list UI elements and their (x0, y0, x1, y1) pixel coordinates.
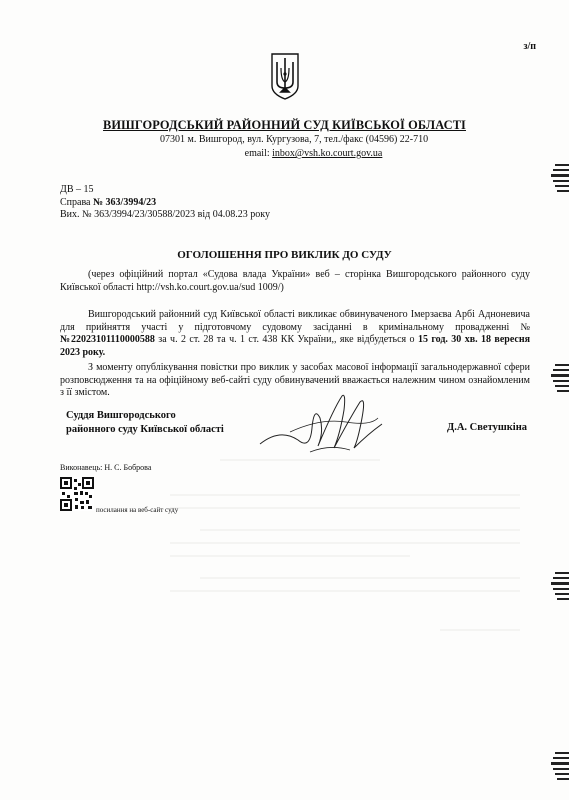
corner-mark: з/п (523, 41, 536, 52)
judge-name: Д.А. Светушкіна (447, 422, 527, 433)
qr-code-icon[interactable] (60, 477, 94, 511)
judge-title (66, 409, 224, 437)
scan-mark (551, 160, 569, 200)
court-address: 07301 м. Вишгород, вул. Кургузова, 7, тел./факс (04596) 22-710 (160, 134, 429, 145)
case-number: № 363/3994/23 (93, 196, 157, 208)
judge-title-line2: районного суду Київської області (66, 424, 224, 435)
judge-title-line1: Суддя Вишгородського (66, 410, 176, 421)
document-references (60, 184, 270, 222)
executor-line: Виконавець: Н. С. Боброва (60, 463, 152, 472)
email-link[interactable]: inbox@vsh.ko.court.gov.ua (272, 148, 383, 159)
bleed-through-shadow (160, 440, 540, 660)
court-email-line (0, 148, 569, 159)
summons-text-2: за ч. 2 ст. 28 та ч. 1 ст. 438 КК України,, яке відбудеться о (154, 334, 418, 345)
case-line (60, 197, 270, 210)
scan-mark (551, 568, 569, 608)
portal-note: (через офіційний портал «Судова влада України» веб – сторінка Вишгородського районного суду Київської області http://vsh.ko.court.gov.ua/sud 1009/) (60, 269, 530, 293)
publication-paragraph: З моменту опублікування повістки про виклик у засобах масової інформації загальнодержавної сфери розповсюдження та на офіційному веб-сайті суду обвинувачений вважається належним чином ознайомленим з її змістом. (60, 362, 530, 398)
notice-heading: ОГОЛОШЕННЯ ПРО ВИКЛИК ДО СУДУ (177, 249, 392, 261)
doc-code: ДВ – 15 (60, 184, 94, 195)
outgoing-number: Вих. № 363/3994/23/30588/2023 від 04.08.23 року (60, 209, 270, 220)
case-label: Справа (60, 196, 93, 208)
scan-mark (551, 360, 569, 400)
trident-emblem-icon (270, 52, 300, 100)
court-name: ВИШГОРОДСЬКИЙ РАЙОННИЙ СУД КИЇВСЬКОЇ ОБЛАСТІ (103, 118, 466, 132)
hearing-time: 15 год. 30 хв. 18 вересня 2023 року. (60, 334, 530, 358)
email-label: email: (244, 148, 270, 159)
scan-mark (551, 748, 569, 788)
summons-paragraph (60, 309, 530, 359)
summons-text-1: Вишгородський районний суд Київської області викликає обвинуваченого Імерзаєва Арбі Адноневича для прийняття участі у підготовчому судовому засіданні в кримінальному провадженні № (60, 309, 530, 333)
proceeding-number: №22023101110000588 (60, 334, 155, 345)
qr-caption: посилання на веб-сайт суду (96, 506, 179, 514)
